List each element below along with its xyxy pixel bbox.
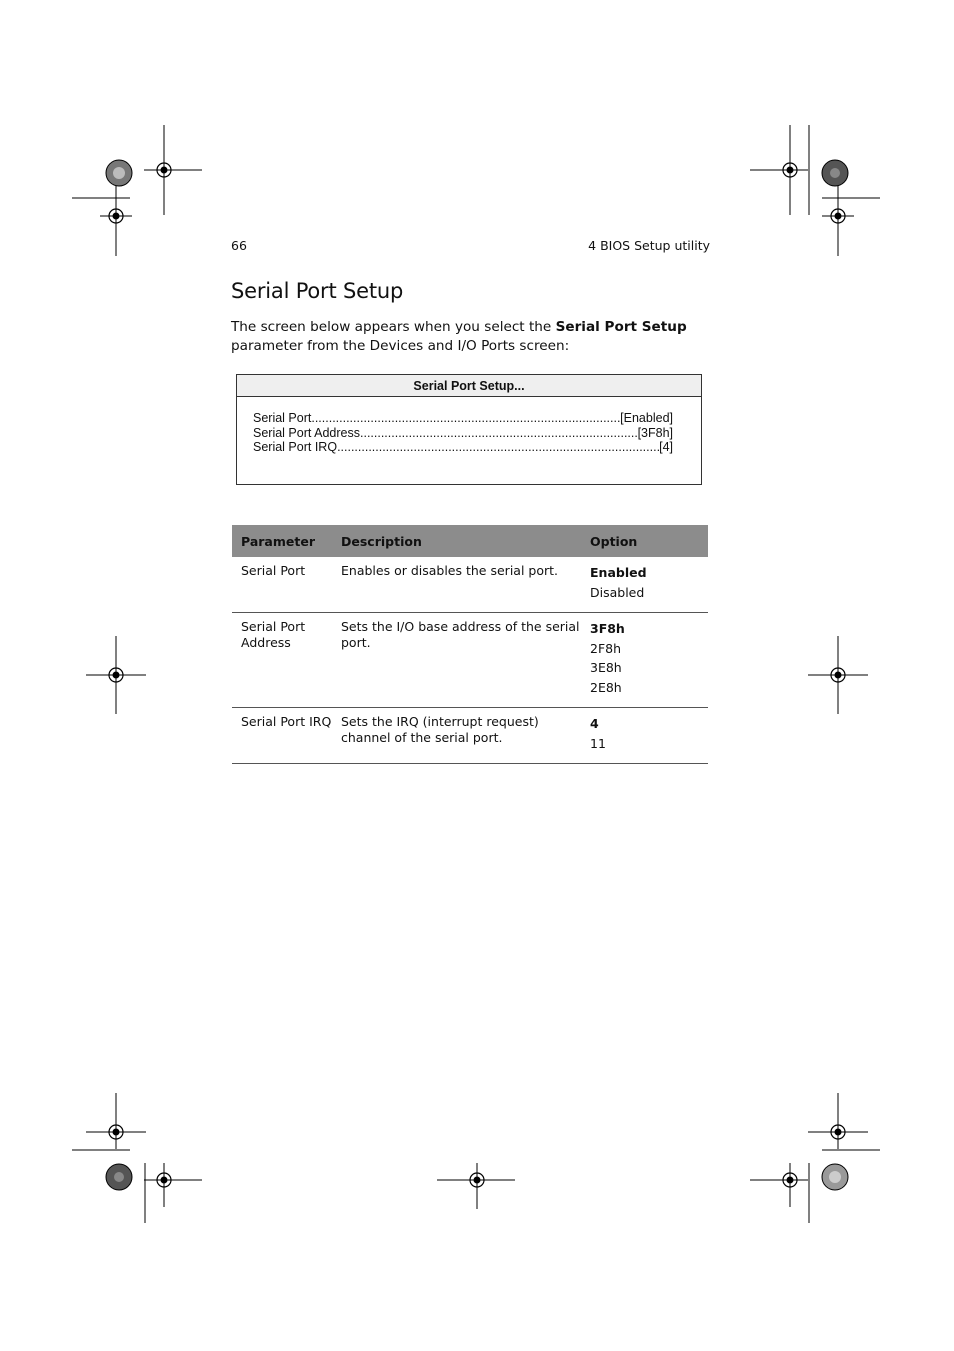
crosshair-mark-bottom-left — [72, 1093, 162, 1153]
header-description: Description — [332, 525, 581, 557]
option: 11 — [590, 735, 606, 751]
leader-dots — [311, 411, 620, 426]
leader-dots — [360, 426, 638, 441]
intro-text-after: parameter from the Devices and I/O Ports screen: — [231, 338, 570, 354]
table-header-row — [232, 525, 708, 557]
bios-setting-value: [Enabled] — [620, 411, 673, 425]
starburst-mark-bottom-left — [105, 1163, 133, 1191]
parameter-cell: Serial Port Address — [232, 613, 332, 708]
option: 3E8h — [590, 660, 622, 675]
crosshair-mark-bottom-right — [750, 1163, 810, 1225]
leader-dots — [337, 440, 659, 455]
starburst-mark-top-left — [105, 159, 133, 187]
bios-setting-value: [3F8h] — [637, 425, 673, 440]
intro-text-bold: Serial Port Setup — [555, 319, 687, 335]
option-cell — [581, 708, 708, 764]
option: 2E8h — [590, 679, 622, 695]
crosshair-mark-middle-right — [808, 636, 868, 716]
option-cell — [581, 613, 708, 708]
bios-setting-serial-port-irq — [253, 440, 673, 455]
crosshair-mark-top-right-2 — [822, 176, 882, 256]
default-option: 3F8h — [590, 621, 625, 636]
description-cell: Sets the I/O base address of the serial port. — [332, 613, 581, 708]
default-option: 4 — [590, 716, 599, 731]
option: 2F8h — [590, 640, 622, 656]
default-option: Enabled — [590, 565, 647, 580]
bios-setting-label: Serial Port IRQ — [253, 440, 338, 454]
bios-setting-serial-port-address — [253, 426, 673, 441]
description-cell: Enables or disables the serial port. — [332, 557, 581, 613]
header-parameter: Parameter — [232, 525, 332, 557]
crosshair-mark-bottom-center — [437, 1163, 517, 1209]
crosshair-mark-top-right — [750, 125, 810, 215]
bios-settings-list — [253, 411, 673, 455]
bios-setting-label: Serial Port Address — [253, 425, 360, 440]
bios-screen-title: Serial Port Setup... — [237, 375, 701, 397]
parameter-cell: Serial Port IRQ — [232, 708, 332, 764]
crosshair-mark-bottom-right-2 — [808, 1093, 882, 1153]
description-cell: Sets the IRQ (interrupt request) channel of the serial port. — [332, 708, 581, 764]
bios-setting-serial-port — [253, 411, 673, 426]
table-row — [232, 613, 708, 708]
header-option: Option — [581, 525, 708, 557]
crosshair-mark-top-left-2 — [72, 176, 162, 256]
bios-setting-label: Serial Port — [253, 411, 312, 425]
option: Disabled — [590, 584, 645, 600]
parameter-table — [232, 525, 708, 764]
crosshair-mark-middle-left — [86, 636, 146, 716]
table-row — [232, 557, 708, 613]
crosshair-mark-bottom-left-2 — [144, 1163, 204, 1225]
starburst-mark-bottom-right — [821, 1163, 849, 1191]
running-header: 4 BIOS Setup utility — [588, 238, 710, 253]
table-row — [232, 708, 708, 764]
section-title: Serial Port Setup — [231, 279, 404, 303]
option-cell — [581, 557, 708, 613]
intro-text-before: The screen below appears when you select the — [231, 319, 556, 335]
page-number: 66 — [231, 238, 247, 253]
bios-setting-value: [4] — [659, 440, 673, 454]
intro-paragraph — [231, 318, 711, 356]
bios-screen — [236, 374, 702, 485]
parameter-cell: Serial Port — [232, 557, 332, 613]
starburst-mark-top-right — [821, 159, 849, 187]
